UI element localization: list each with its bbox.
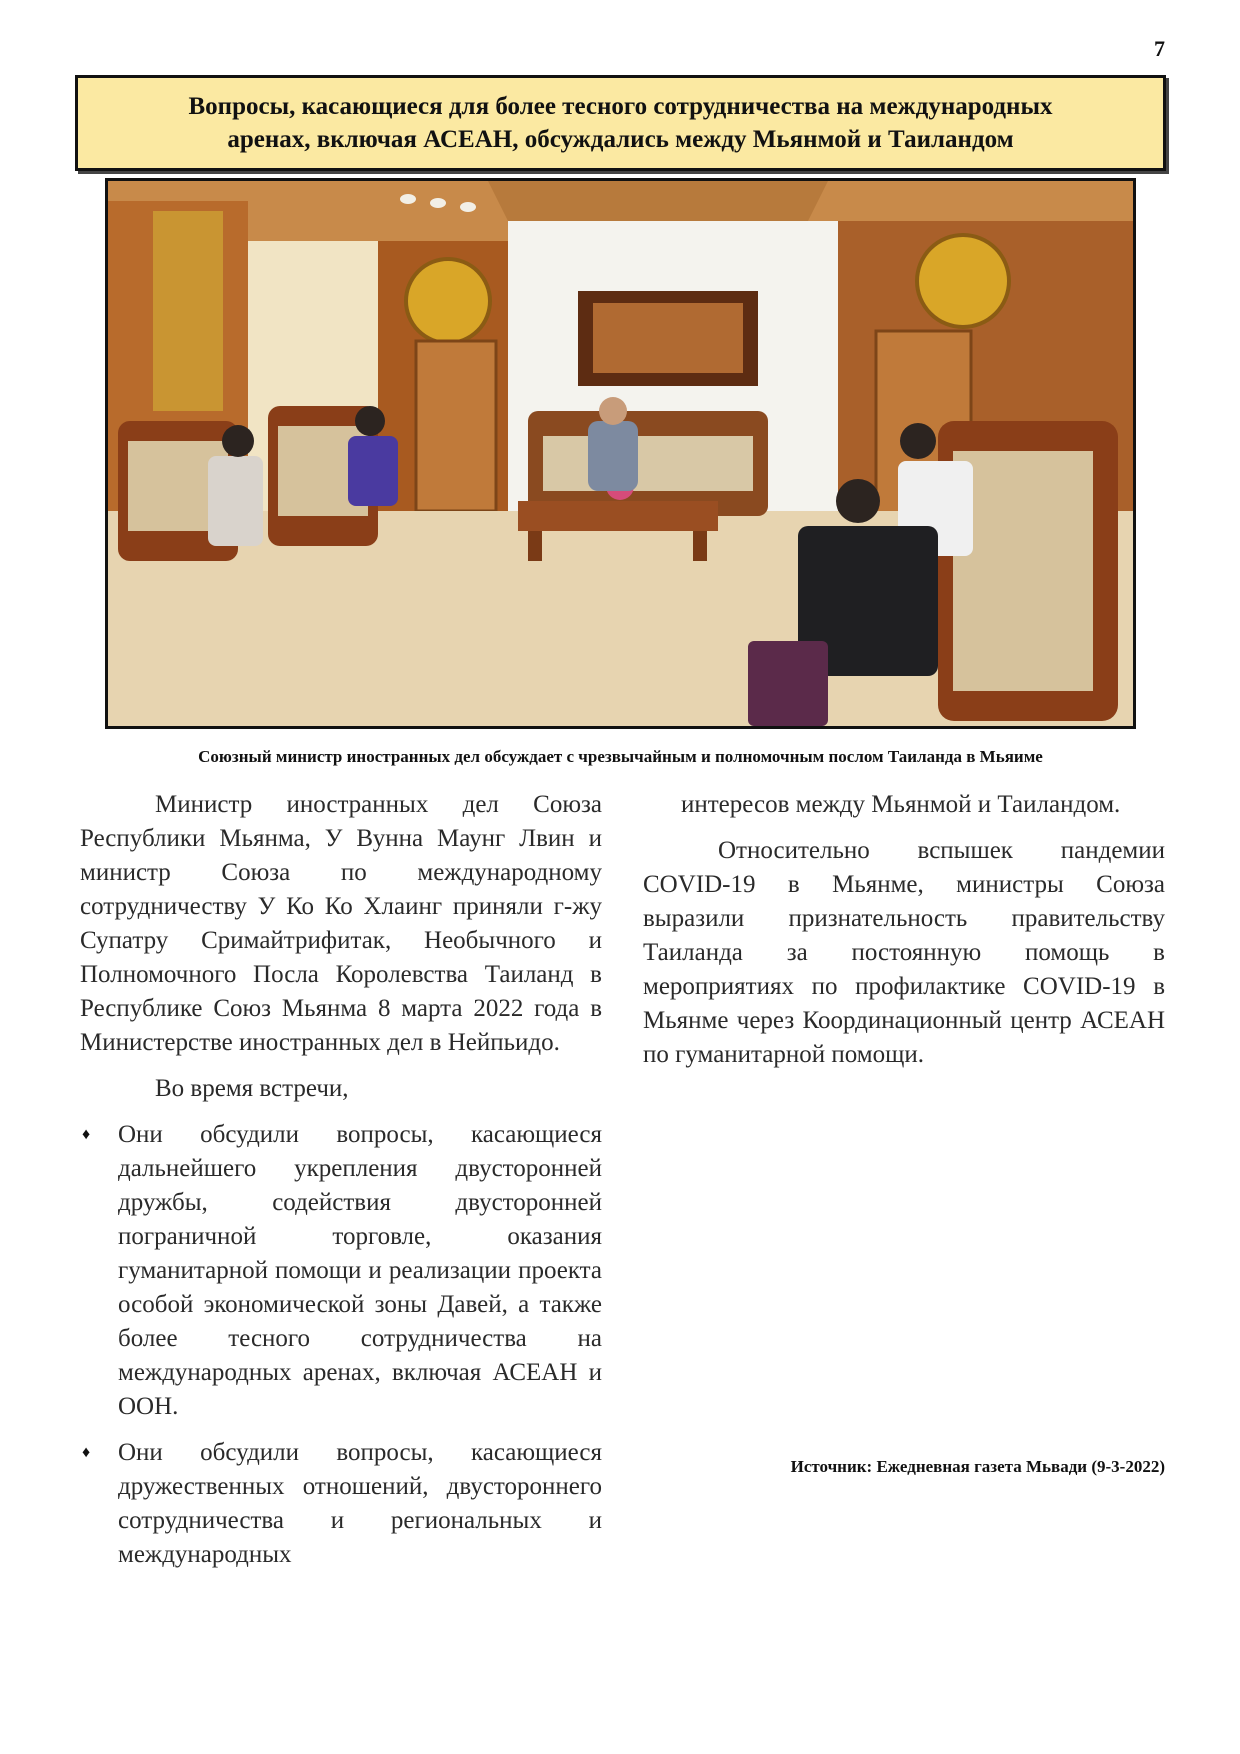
bullet-continuation: интересов между Мьянмой и Таиландом. <box>681 791 1121 818</box>
article-title-box <box>75 75 1166 171</box>
intro-paragraph: Министр иностранных дел Союза Республики Мьянма, У Вунна Маунг Лвин и министр Союза по международному сотрудничеству У Ко Ко Хлаинг приняли г-жу Супатру Сримайтрифитак, Необычного и Полномочного Посла Королевства Таиланд в Республике Союз Мьянма 8 марта 2022 года в Министерстве иностранных дел в Нейпьидо. <box>80 791 602 1056</box>
meeting-photo-illustration <box>108 181 1133 726</box>
photo-caption: Союзный министр иностранных дел обсуждает с чрезвычайным и полномочным послом Таиланда в Мьяиме <box>198 747 1043 766</box>
article-title-line-2: аренах, включая АСЕАН, обсуждались между Мьянмой и Таиландом <box>227 126 1014 153</box>
left-column <box>80 788 602 1572</box>
bullet-text-2: Они обсудили вопросы, касающиеся дружественных отношений, двустороннего сотрудничества и региональных и международных <box>118 1439 602 1568</box>
bullet-item-1 <box>80 1118 602 1424</box>
diamond-bullet-icon: ♦ <box>82 1126 91 1143</box>
bullet-item-2 <box>80 1436 602 1572</box>
meeting-photo <box>105 178 1136 729</box>
right-column <box>643 788 1165 1072</box>
article-title-line-1: Вопросы, касающиеся для более тесного сотрудничества на международных <box>188 93 1053 120</box>
bullet-text-1: Они обсудили вопросы, касающиеся дальнейшего укрепления двусторонней дружбы, содействия двусторонней пограничной торговле, оказания гуманитарной помощи и реализации проекта особой экономической зоны Давей, а также более тесного сотрудничества на международных аренах, включая АСЕАН и ООН. <box>118 1121 602 1420</box>
covid-paragraph: Относительно вспышек пандемии COVID-19 в Мьянме, министры Союза выразили признательность правительству Таиланда за постоянную помощь в мероприятиях по профилактике COVID-19 в Мьянме через Координационный центр АСЕАН по гуманитарной помощи. <box>643 837 1165 1068</box>
page-number: 7 <box>1154 36 1165 61</box>
meeting-intro: Во время встречи, <box>155 1075 349 1102</box>
diamond-bullet-icon: ♦ <box>82 1444 91 1461</box>
source-attribution: Источник: Ежедневная газета Мьвади (9-3-2022) <box>790 1457 1165 1476</box>
